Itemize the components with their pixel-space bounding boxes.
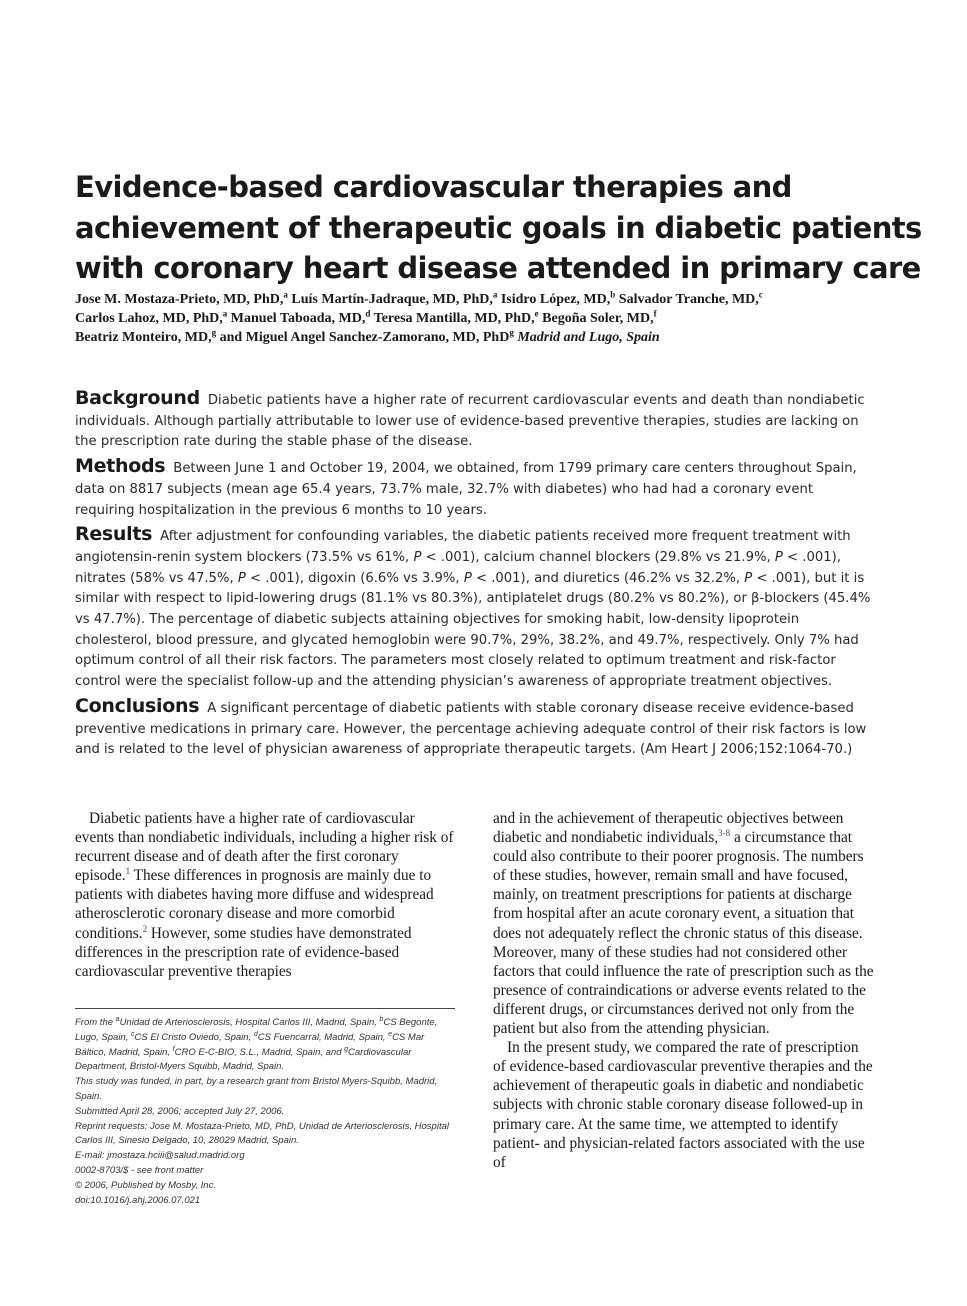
title-line: achievement of therapeutic goals in diabetic patients [75,210,922,245]
author-location: Madrid and Lugo, Spain [513,330,660,345]
body-paragraph: Diabetic patients have a higher rate of cardiovascular events than nondiabetic individuals, including a higher risk of recurrent disease and of death after the first coronary episode.$^1$ These differences in prognosis are mainly due to patients with diabetes having more diffuse and widespread atherosclerotic coronary disease and more comorbid conditions.$^2$ However, some studies have demonstrated differences in the prescription rate of evidence-based cardiovascular preventive therapies [75,810,454,980]
issn-note: 0002-8703/$ - see front matter [75,1164,204,1176]
title-line: with coronary heart disease attended in primary care [75,251,921,285]
doi-note[interactable]: doi:10.1016/j.ahj.2006.07.021 [75,1194,201,1206]
body-column-right [493,809,875,1172]
footnote-divider [75,1008,455,1009]
funding-note: This study was funded, in part, by a research grant from Bristol Myers-Squibb, Madrid, Spain. [75,1076,438,1102]
abstract-methods: Methods Between June 1 and October 19, 2004, we obtained, from 1799 primary care centers throughout Spain, data on 8817 subjects (mean age 65.4 years, 73.7% male, 32.7% with diabetes) who had had a coronary event requiring hospitalization in the previous 6 months to 10 years. [75,455,857,518]
copyright-note: © 2006, Published by Mosby, Inc. [75,1179,216,1191]
body-column-left [75,809,457,981]
conclusions-heading: Conclusions [75,694,200,717]
author-line: Beatriz Monteiro, MD,$^g$ and Miguel Angel Sanchez-Zamorano, MD, PhD$^g$ Madrid and Lugo, Spain [75,327,660,345]
reference-link[interactable]: 1 [125,866,131,877]
submitted-note: Submitted April 28, 2006; accepted July 27, 2006. [75,1105,285,1117]
affiliations-note: From the $^a$Unidad de Arteriosclerosis, Hospital Carlos III, Madrid, Spain, $^b$CS Begonte, Lugo, Spain, $^c$CS El Cristo Oviedo, Spain, $^d$CS Fuencarral, Madrid, Spain, $^e$CS Mar Báltico, Madrid, Spain, $^f$CRO E-C-BIO, S.L., Madrid, Spain, and $^g$Cardiovascular Department, Bristol-Myers Squibb, Madrid, Spain. [75,1015,438,1073]
author-line: Jose M. Mostaza-Prieto, MD, PhD,$^a$ Luís Martín-Jadraque, MD, PhD,$^a$ Isidro López, MD,$^b$ Salvador Tranche, MD,$^c$ [75,289,763,307]
title-line: Evidence-based cardiovascular therapies and [75,170,792,204]
background-heading: Background [75,387,200,409]
methods-heading: Methods [75,455,166,478]
reprint-note: Reprint requests: Jose M. Mostaza-Prieto, MD, PhD, Unidad de Arteriosclerosis, Hospital Carlos III, Sinesio Delgado, 10, 28029 Madrid, Spain. [75,1120,449,1147]
author-list [75,290,905,347]
abstract-background: Background Diabetic patients have a higher rate of recurrent cardiovascular events and death than nondiabetic individuals. Although partially attributable to lower use of evidence-based preventive therapies, studies are lacking on the prescription rate during the stable phase of the disease. [75,387,865,450]
article-title [75,167,922,289]
reference-link[interactable]: 3-8 [718,828,731,838]
body-paragraph: In the present study, we compared the rate of prescription of evidence-based cardiovascular preventive therapies and the achievement of therapeutic goals in diabetic and nondiabetic subjects with chronic stable coronary disease followed-up in primary care. At the same time, we attempted to identify patient- and physician-related factors associated with the use of [493,1039,873,1171]
body-paragraph: and in the achievement of therapeutic objectives between diabetic and nondiabetic individuals,$^{3-8}$ a circumstance that could also contribute to their poorer prognosis. The numbers of these studies, however, remain small and have focused, mainly, on treatment prescriptions for patients at discharge from hospital after an acute coronary event, a situation that does not adequately reflect the chronic status of this disease. Moreover, many of these studies had not considered other factors that could influence the rate of prescription such as the presence of contraindications or adverse events related to the different drugs, or circumstances derived not only from the patient but also from the attending physician. [493,810,874,1038]
abstract-conclusions: Conclusions A significant percentage of diabetic patients with stable coronary disease receive evidence-based preventive medications in primary care. However, the percentage achieving adequate control of their risk factors is low and is related to the level of physician awareness of appropriate therapeutic targets. (Am Heart J 2006;152:1064-70.) [75,694,867,758]
email-note[interactable]: E-mail: jmostaza.hciii@salud.madrid.org [75,1150,245,1162]
reference-link[interactable]: 2 [142,923,148,934]
results-heading: Results [75,523,153,546]
footnotes [75,1016,455,1208]
abstract [75,388,875,764]
abstract-results: Results After adjustment for confounding variables, the diabetic patients received more frequent treatment with angiotensin-renin system blockers (73.5% vs 61%, P < .001), calcium channel blockers (29.8% vs 21.9%, P < .001), nitrates (58% vs 47.5%, P < .001), digoxin (6.6% vs 3.9%, P < .001), and diuretics (46.2% vs 32.2%, P < .001), but it is similar with respect to lipid-lowering drugs (81.1% vs 80.3%), antiplatelet drugs (80.2% vs 80.2%), or β-blockers (45.4% vs 47.7%). The percentage of diabetic subjects attaining objectives for smoking habit, low-density lipoprotein cholesterol, blood pressure, and glycated hemoglobin were 90.7%, 29%, 38.2%, and 49.7%, respectively. Only 7% had optimum control of all their risk factors. The parameters most closely related to optimum treatment and risk-factor control were the specialist follow-up and the attending physician’s awareness of appropriate treatment objectives. [75,523,871,690]
author-line: Carlos Lahoz, MD, PhD,$^a$ Manuel Taboada, MD,$^d$ Teresa Mantilla, MD, PhD,$^e$ Begoña Soler, MD,$^f$ [75,308,657,326]
